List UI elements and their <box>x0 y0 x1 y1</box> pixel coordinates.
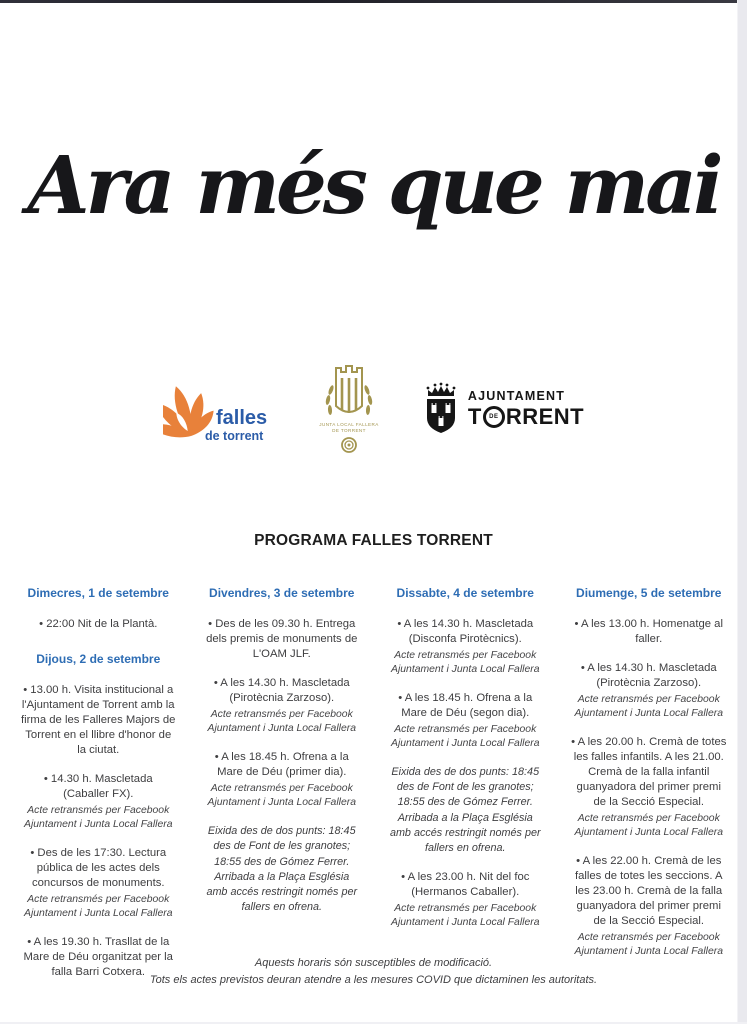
event-item <box>20 772 177 832</box>
torrent-suffix: RRENT <box>505 403 585 429</box>
event-text: • A les 19.30 h. Trasllat de la Mare de Déu organitzat per la falla Barri Cotxera. <box>23 936 173 979</box>
event-text: • 13.00 h. Visita institucional a l'Ajuntament de Torrent amb la firma de les Falleres Majors de Torrent en el llibre d'honor de la ciutat. <box>21 684 176 757</box>
broadcast-note: Acte retransmés per Facebook Ajuntament i Junta Local Fallera <box>391 650 540 676</box>
torrent-prefix: T <box>467 403 482 429</box>
ajuntament-word: AJUNTAMENT <box>467 388 566 403</box>
ajuntament-crest-icon <box>423 380 459 438</box>
day-column-4 <box>571 584 728 994</box>
falles-logo-text-2: de torrent <box>204 428 264 443</box>
broadcast-note: Acte retransmés per Facebook Ajuntament i Junta Local Fallera <box>24 805 173 831</box>
broadcast-note: Acte retransmés per Facebook Ajuntament i Junta Local Fallera <box>207 709 356 735</box>
event-text: • A les 14.30 h. Mascletada (Pirotècnia Zarzoso). <box>580 662 717 690</box>
day-header: Dimecres, 1 de setembre <box>27 586 169 600</box>
event-item <box>204 676 361 736</box>
footer-line-1: Aquests horaris són susceptibles de modificació. <box>254 957 493 969</box>
event-item <box>571 854 728 959</box>
event-item <box>387 691 544 751</box>
event-item <box>20 617 177 632</box>
photo-top-edge <box>0 0 747 3</box>
day-header: Divendres, 3 de setembre <box>209 586 355 600</box>
event-text: Eixida des de dos punts: 18:45 des de Font de les granotes; 18:55 des de Gómez Ferrer. Arribada a la Plaça Església amb accés restringit només per fallers en ofrena. <box>389 766 541 854</box>
day-header: Dijous, 2 de setembre <box>36 652 161 667</box>
day-column-1 <box>20 584 177 994</box>
event-text: • A les 13.00 h. Homenatge al faller. <box>574 618 723 646</box>
day-column-2 <box>204 584 361 994</box>
event-item <box>20 846 177 921</box>
broadcast-note: Acte retransmés per Facebook Ajuntament i Junta Local Fallera <box>574 694 723 720</box>
route-note-paragraph <box>387 765 544 856</box>
broadcast-note: Acte retransmés per Facebook Ajuntament i Junta Local Fallera <box>574 813 723 839</box>
falles-de-torrent-logo <box>163 362 275 457</box>
falles-leaves-icon <box>163 362 275 457</box>
torrent-word <box>468 404 584 430</box>
broadcast-note: Acte retransmés per Facebook Ajuntament i Junta Local Fallera <box>391 724 540 750</box>
de-in-o-mark: DE <box>483 406 505 428</box>
jlf-caption-1: JUNTA LOCAL FALLERA <box>319 422 379 427</box>
junta-local-fallera-emblem <box>307 360 391 458</box>
ajuntament-logo-text <box>468 389 584 430</box>
route-note-paragraph <box>204 824 361 915</box>
event-item <box>387 617 544 677</box>
event-item <box>571 661 728 721</box>
event-text: • A les 20.00 h. Cremà de totes les falles infantils. A les 21.00. Cremà de la falla infantil guanyadora del primer premi de la Secció Especial. <box>571 736 727 809</box>
event-text: • A les 14.30 h. Mascletada (Disconfa Pirotècnics). <box>397 618 534 646</box>
broadcast-note: Acte retransmés per Facebook Ajuntament i Junta Local Fallera <box>391 902 540 928</box>
program-columns <box>20 584 727 994</box>
event-text: • Des de les 17:30. Lectura pública de les actes dels concursos de monuments. <box>30 847 167 890</box>
broadcast-note: Acte retransmés per Facebook Ajuntament i Junta Local Fallera <box>574 932 723 958</box>
page-title: Ara més que mai <box>27 138 720 232</box>
event-text: • A les 18.45 h. Ofrena a la Mare de Déu (segon dia). <box>398 692 533 720</box>
day-header: Diumenge, 5 de setembre <box>576 586 722 600</box>
jlf-caption-2: DE TORRENT <box>332 428 366 433</box>
event-text: • A les 18.45 h. Ofrena a la Mare de Déu (primer dia). <box>214 751 349 779</box>
event-item <box>20 683 177 758</box>
broadcast-note: Acte retransmés per Facebook Ajuntament i Junta Local Fallera <box>207 783 356 809</box>
event-text: • A les 14.30 h. Mascletada (Pirotècnia Zarzoso). <box>213 677 350 705</box>
day-header: Dissabte, 4 de setembre <box>396 586 534 600</box>
ajuntament-torrent-logo <box>423 380 584 438</box>
event-item <box>571 735 728 840</box>
program-heading: PROGRAMA FALLES TORRENT <box>254 532 493 549</box>
footer-line-2: Tots els actes previstos deuran atendre a les mesures COVID que dictaminen les autoritats. <box>149 974 598 987</box>
footer-disclaimer <box>0 955 747 989</box>
event-item <box>571 617 728 647</box>
event-text: • A les 22.00 h. Cremà de les falles de totes les seccions. A les 23.00 h. Cremà de la falla guanyadora del primer premi de la Secció Especial. <box>574 855 723 928</box>
event-item <box>204 617 361 662</box>
event-text: • A les 23.00 h. Nit del foc (Hermanos Caballer). <box>401 870 530 898</box>
event-text: Eixida des de dos punts: 18:45 des de Font de les granotes; 18:55 des de Gómez Ferrer. Arribada a la Plaça Església amb accés restringit només per fallers en ofrena. <box>206 825 358 913</box>
event-text: • 22:00 Nit de la Plantà. <box>39 618 158 630</box>
event-text: • Des de les 09.30 h. Entrega dels premis de monuments de L'OAM JLF. <box>206 618 358 661</box>
day-column-3 <box>387 584 544 994</box>
event-item <box>204 750 361 810</box>
event-item <box>387 870 544 930</box>
broadcast-note: Acte retransmés per Facebook Ajuntament i Junta Local Fallera <box>24 894 173 920</box>
logos-row <box>0 360 747 458</box>
jlf-shield-icon <box>307 360 391 458</box>
event-text: • 14.30 h. Mascletada (Caballer FX). <box>43 773 153 801</box>
falles-logo-text-1: falles <box>215 406 268 429</box>
